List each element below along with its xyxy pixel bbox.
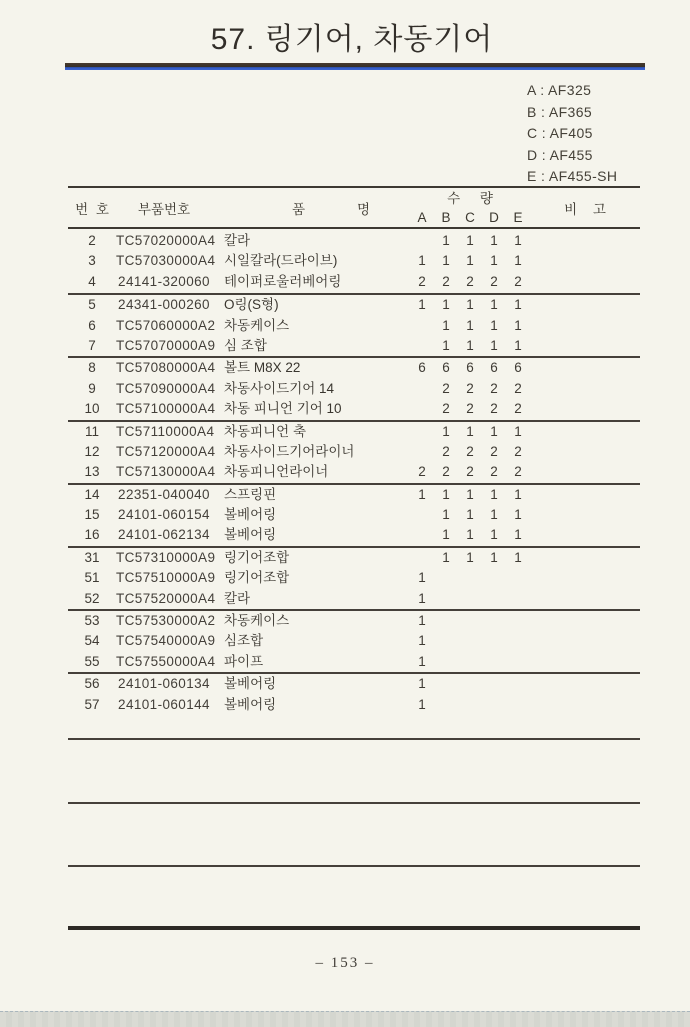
qty-e: 1: [514, 527, 522, 543]
col-header-item-name: [212, 188, 410, 227]
table-row: [68, 231, 640, 251]
qty-a: 2: [418, 273, 426, 289]
qty-e: 1: [514, 317, 522, 333]
item-name-label-left: 품: [292, 201, 306, 217]
qty-e: 1: [514, 423, 522, 439]
qty-d: 2: [490, 273, 498, 289]
qty-e: 1: [514, 337, 522, 353]
part-number: TC57550000A4: [116, 653, 216, 669]
table-row: [68, 505, 640, 525]
qty-b: 1: [442, 253, 450, 269]
legend-item: B : AF365: [527, 103, 593, 120]
qty-b: 2: [442, 380, 450, 396]
qty-c: 1: [466, 253, 474, 269]
table-group: [68, 548, 640, 611]
qty-b: 1: [442, 507, 450, 523]
row-number: 11: [84, 423, 99, 439]
table-group: [68, 867, 640, 930]
part-name: 볼트 M8X 22: [224, 360, 301, 376]
qty-col-b: B: [441, 209, 451, 225]
qty-col-a: A: [417, 209, 427, 225]
page-number: – 153 –: [315, 955, 375, 971]
qty-c: 2: [466, 464, 474, 480]
parts-table-body: [68, 229, 640, 930]
table-row: [68, 695, 640, 715]
part-name: 시일칼라(드라이브): [224, 253, 338, 269]
part-number: TC57310000A9: [116, 549, 216, 565]
part-name: 링기어조합: [224, 570, 290, 586]
qty-c: 1: [466, 297, 474, 313]
qty-col-e: E: [513, 209, 523, 225]
qty-b: 1: [442, 337, 450, 353]
table-group: [68, 358, 640, 421]
qty-c: 1: [466, 337, 474, 353]
part-name: 차동피니언 축: [224, 423, 306, 439]
legend-item: D : AF455: [527, 146, 593, 163]
qty-a: 1: [418, 297, 426, 313]
part-name: 심 조합: [224, 337, 267, 353]
part-name: 칼라: [224, 590, 251, 606]
part-number: 24101-062134: [118, 527, 210, 543]
table-group: [68, 740, 640, 804]
qty-c: 1: [466, 507, 474, 523]
qty-b: 2: [442, 443, 450, 459]
quantity-subcolumns: [410, 208, 530, 227]
part-number: TC57520000A4: [116, 590, 216, 606]
qty-d: 1: [490, 527, 498, 543]
part-number: TC57110000A4: [116, 423, 215, 439]
table-group: [68, 485, 640, 548]
scan-edge-band: [0, 1011, 690, 1027]
row-number: 15: [84, 507, 100, 523]
row-number: 55: [84, 653, 100, 669]
parts-table: [68, 186, 640, 930]
quantity-label: 수 량: [447, 190, 493, 206]
qty-e: 1: [514, 486, 522, 502]
qty-d: 1: [490, 253, 498, 269]
part-number: TC57510000A9: [116, 570, 216, 586]
part-name: 차동피니언라이너: [224, 464, 329, 480]
qty-b: 1: [442, 549, 450, 565]
table-group: [68, 229, 640, 295]
table-row: [68, 485, 640, 505]
qty-d: 1: [490, 337, 498, 353]
part-name: 볼베어링: [224, 527, 277, 543]
row-number: 13: [84, 464, 100, 480]
qty-c: 1: [466, 317, 474, 333]
model-legend: [527, 80, 617, 188]
qty-b: 1: [442, 233, 450, 248]
table-row: [68, 336, 640, 356]
qty-d: 1: [490, 297, 498, 313]
table-row: [68, 548, 640, 568]
table-row: [68, 358, 640, 378]
table-row: [68, 462, 640, 482]
part-number: TC57020000A4: [116, 233, 216, 248]
qty-d: 2: [490, 443, 498, 459]
part-name: 심조합: [224, 633, 264, 649]
row-number: 14: [84, 486, 100, 502]
qty-d: 2: [490, 380, 498, 396]
qty-e: 2: [514, 273, 522, 289]
row-number: 6: [88, 317, 96, 333]
qty-a: 1: [418, 253, 426, 269]
part-name: O링(S형): [224, 297, 279, 313]
table-header: [68, 188, 640, 229]
qty-e: 6: [514, 360, 522, 376]
part-name: 차동사이드기어 14: [224, 380, 335, 396]
part-number: 24101-060134: [118, 676, 210, 692]
table-row: [68, 399, 640, 419]
row-number: 57: [84, 696, 100, 712]
qty-c: 1: [466, 527, 474, 543]
qty-e: 1: [514, 549, 522, 565]
table-row: [68, 295, 640, 315]
qty-e: 1: [514, 507, 522, 523]
qty-e: 1: [514, 253, 522, 269]
row-number: 9: [88, 380, 96, 396]
qty-b: 2: [442, 401, 450, 417]
item-name-label-right: 명: [356, 201, 370, 217]
table-row: [68, 525, 640, 545]
part-number: TC57100000A4: [116, 401, 216, 417]
qty-a: 1: [418, 570, 426, 586]
qty-e: 2: [514, 464, 522, 480]
page-title: 57. 링기어, 차동기어: [210, 23, 494, 56]
row-number: 51: [84, 570, 100, 586]
col-header-quantity: [410, 188, 530, 227]
qty-b: 1: [442, 423, 450, 439]
qty-b: 1: [442, 486, 450, 502]
row-number: 54: [84, 633, 100, 649]
qty-d: 1: [490, 423, 498, 439]
part-number: TC57060000A2: [116, 317, 216, 333]
table-row: [68, 568, 640, 588]
row-number: 8: [88, 360, 96, 376]
legend-item: E : AF455-SH: [527, 168, 618, 185]
qty-col-c: C: [465, 209, 475, 225]
row-number: 53: [84, 613, 100, 629]
table-row: [68, 422, 640, 442]
qty-c: 2: [466, 401, 474, 417]
table-row: [68, 379, 640, 399]
qty-b: 6: [442, 360, 450, 376]
qty-c: 1: [466, 486, 474, 502]
col-header-remarks: 비 고: [564, 201, 606, 217]
part-number: 24341-000260: [118, 297, 210, 313]
row-number: 3: [88, 253, 96, 269]
part-name: 스프링핀: [224, 486, 277, 502]
qty-d: 2: [490, 464, 498, 480]
qty-b: 1: [442, 527, 450, 543]
qty-e: 1: [514, 233, 522, 248]
qty-b: 1: [442, 297, 450, 313]
row-number: 5: [88, 297, 96, 313]
part-number: TC57090000A4: [116, 380, 216, 396]
row-number: 16: [84, 527, 100, 543]
qty-c: 1: [466, 423, 474, 439]
part-number: TC57080000A4: [116, 360, 216, 376]
row-number: 4: [88, 273, 96, 289]
qty-col-d: D: [489, 209, 499, 225]
table-row: [68, 251, 640, 271]
table-row: [68, 589, 640, 609]
part-name: 볼베어링: [224, 676, 277, 692]
part-name: 테이퍼로울러베어링: [224, 273, 342, 289]
part-number: TC57530000A2: [116, 613, 216, 629]
qty-d: 1: [490, 507, 498, 523]
qty-a: 1: [418, 653, 426, 669]
part-number: TC57120000A4: [116, 443, 216, 459]
qty-e: 1: [514, 297, 522, 313]
row-number: 12: [84, 443, 100, 459]
table-row: [68, 611, 640, 631]
row-number: 31: [84, 549, 100, 565]
qty-d: 2: [490, 401, 498, 417]
qty-a: 1: [418, 633, 426, 649]
table-group: [68, 295, 640, 358]
part-number: 24101-060144: [118, 696, 210, 712]
qty-e: 2: [514, 401, 522, 417]
col-header-no: 번 호: [75, 201, 109, 217]
row-number: 2: [88, 233, 96, 248]
qty-a: 1: [418, 696, 426, 712]
qty-e: 2: [514, 380, 522, 396]
table-group: [68, 611, 640, 674]
table-group: [68, 422, 640, 485]
qty-b: 2: [442, 273, 450, 289]
part-number: TC57540000A9: [116, 633, 216, 649]
part-number: 24141-320060: [118, 273, 210, 289]
row-number: 52: [84, 590, 100, 606]
table-row: [68, 674, 640, 694]
part-name: 칼라: [224, 233, 251, 248]
part-name: 볼베어링: [224, 696, 277, 712]
title-underline-rule: [65, 63, 645, 70]
qty-c: 1: [466, 549, 474, 565]
part-name: 차동케이스: [224, 317, 290, 333]
table-group: [68, 674, 640, 740]
part-name: 차동 피니언 기어 10: [224, 401, 342, 417]
qty-d: 1: [490, 317, 498, 333]
qty-d: 6: [490, 360, 498, 376]
qty-b: 2: [442, 464, 450, 480]
qty-c: 2: [466, 443, 474, 459]
part-number: 24101-060154: [118, 507, 210, 523]
legend-item: A : AF325: [527, 82, 592, 98]
qty-a: 1: [418, 676, 426, 692]
legend-item: C : AF405: [527, 125, 593, 142]
qty-c: 2: [466, 273, 474, 289]
part-name: 링기어조합: [224, 549, 290, 565]
table-group: [68, 804, 640, 867]
part-name: 차동사이드기어라이너: [224, 443, 355, 459]
qty-d: 1: [490, 549, 498, 565]
table-row: [68, 272, 640, 292]
qty-a: 1: [418, 486, 426, 502]
row-number: 56: [84, 676, 100, 692]
qty-a: 2: [418, 464, 426, 480]
part-number: TC57030000A4: [116, 253, 216, 269]
qty-d: 1: [490, 486, 498, 502]
table-row: [68, 652, 640, 672]
row-number: 7: [88, 337, 96, 353]
qty-c: 2: [466, 380, 474, 396]
part-number: TC57130000A4: [116, 464, 216, 480]
qty-a: 1: [418, 590, 426, 606]
part-name: 파이프: [224, 653, 264, 669]
qty-c: 6: [466, 360, 474, 376]
qty-a: 1: [418, 613, 426, 629]
part-name: 차동케이스: [224, 613, 290, 629]
col-header-part-number: 부품번호: [137, 201, 191, 217]
table-row: [68, 442, 640, 462]
part-name: 볼베어링: [224, 507, 277, 523]
qty-b: 1: [442, 317, 450, 333]
qty-d: 1: [490, 233, 498, 248]
table-row: [68, 316, 640, 336]
row-number: 10: [84, 401, 100, 417]
qty-a: 6: [418, 360, 426, 376]
qty-e: 2: [514, 443, 522, 459]
part-number: 22351-040040: [118, 486, 210, 502]
part-number: TC57070000A9: [116, 337, 216, 353]
table-row: [68, 631, 640, 651]
qty-c: 1: [466, 233, 474, 248]
